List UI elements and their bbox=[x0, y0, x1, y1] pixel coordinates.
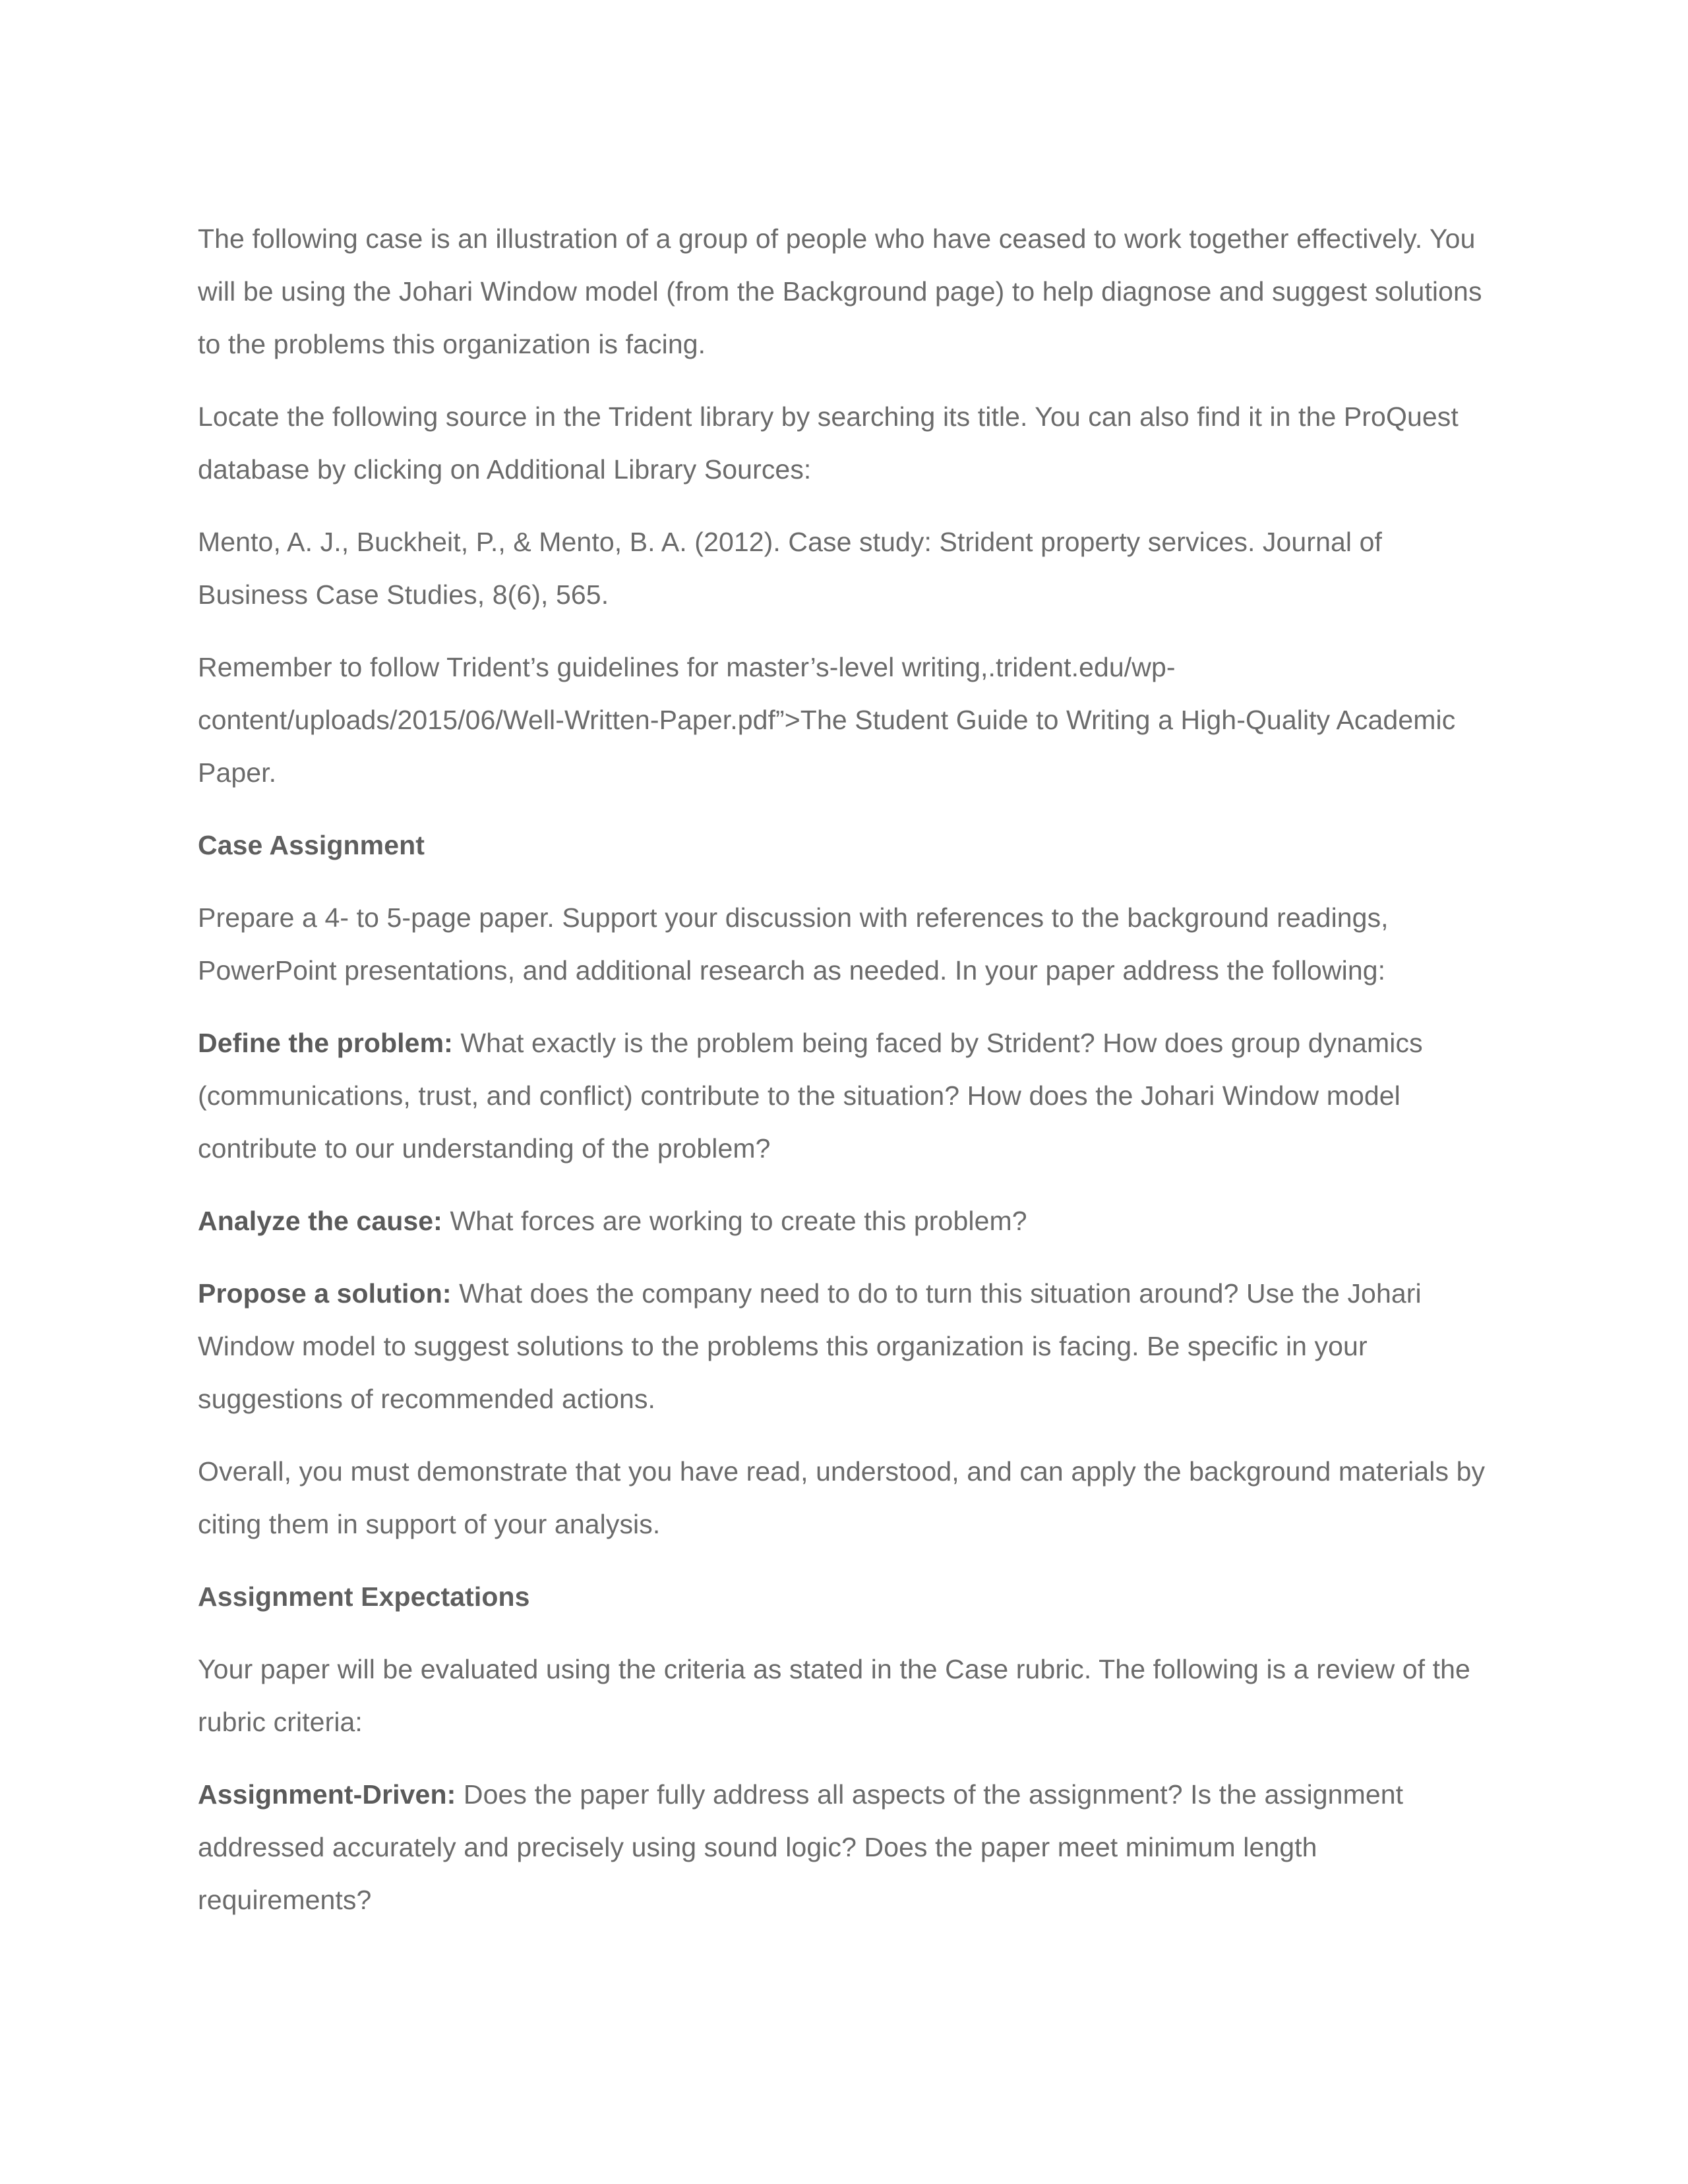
locate-source-paragraph: Locate the following source in the Trident library by searching its title. You can also find it in the ProQuest database by clicking on Additional Library Sources: bbox=[198, 401, 1459, 485]
define-problem-label: Define the problem: bbox=[198, 1028, 453, 1058]
citation-paragraph: Mento, A. J., Buckheit, P., & Mento, B. A. (2012). Case study: Strident property services. Journal of Business Case Studies, 8(6), 565. bbox=[198, 527, 1382, 610]
define-problem-text: What exactly is the problem being faced by Strident? How does group dynamics (communications, trust, and conflict) contribute to the situation? How does the Johari Window model contribute to our understanding of the problem? bbox=[198, 1028, 1423, 1164]
define-problem-paragraph bbox=[198, 1017, 1490, 1175]
assignment-driven-paragraph bbox=[198, 1768, 1490, 1926]
overall-paragraph: Overall, you must demonstrate that you have read, understood, and can apply the background materials by citing them in support of your analysis. bbox=[198, 1456, 1486, 1539]
analyze-cause-label: Analyze the cause: bbox=[198, 1206, 442, 1236]
analyze-cause-text: What forces are working to create this problem? bbox=[442, 1206, 1027, 1236]
assignment-expectations-heading: Assignment Expectations bbox=[198, 1581, 530, 1612]
document-body bbox=[198, 212, 1490, 1946]
assignment-driven-label: Assignment-Driven: bbox=[198, 1779, 456, 1810]
guidelines-paragraph: Remember to follow Trident’s guidelines for master’s-level writing,.trident.edu/wp-content/uploads/2015/06/Well-Written-Paper.pdf”>The Student Guide to Writing a High-Quality Academic Paper. bbox=[198, 652, 1456, 788]
analyze-cause-paragraph bbox=[198, 1195, 1490, 1247]
propose-solution-label: Propose a solution: bbox=[198, 1278, 452, 1309]
propose-solution-text: What does the company need to do to turn this situation around? Use the Johari Window model to suggest solutions to the problems this organization is facing. Be specific in your suggestions of recommended actions. bbox=[198, 1278, 1422, 1414]
propose-solution-paragraph bbox=[198, 1267, 1490, 1425]
assignment-driven-text: Does the paper fully address all aspects of the assignment? Is the assignment addressed accurately and precisely using sound logic? Does the paper meet minimum length requirements? bbox=[198, 1779, 1404, 1915]
case-assignment-heading: Case Assignment bbox=[198, 830, 425, 860]
intro-paragraph: The following case is an illustration of a group of people who have ceased to work together effectively. You will be using the Johari Window model (from the Background page) to help diagnose and suggest solutions to the problems this organization is facing. bbox=[198, 223, 1482, 359]
prepare-paragraph: Prepare a 4- to 5-page paper. Support your discussion with references to the background readings, PowerPoint presentations, and additional research as needed. In your paper address the following: bbox=[198, 902, 1389, 986]
rubric-intro-paragraph: Your paper will be evaluated using the criteria as stated in the Case rubric. The following is a review of the rubric criteria: bbox=[198, 1654, 1470, 1737]
